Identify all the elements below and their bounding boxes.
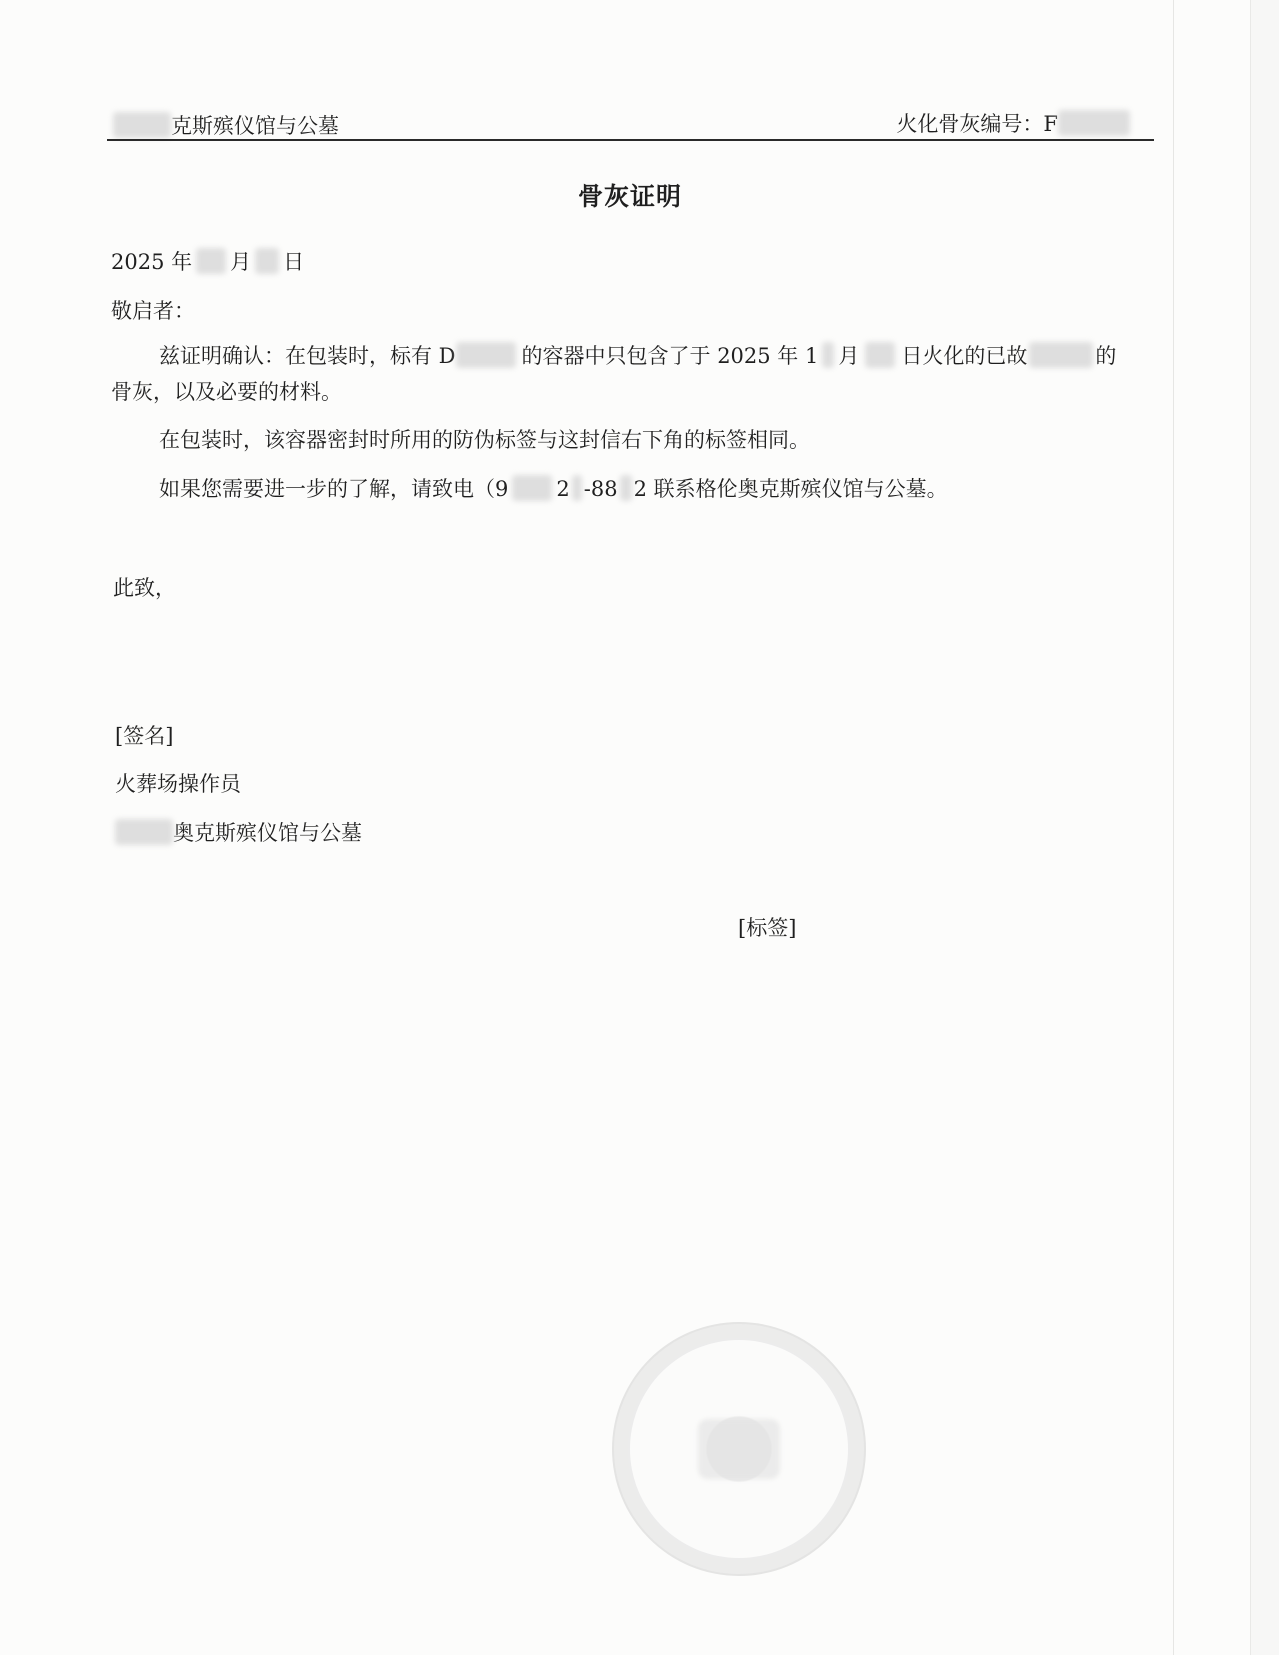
redacted-text: [113, 112, 171, 138]
signature-placeholder: [签名]: [115, 724, 174, 748]
redacted-text: [572, 475, 582, 501]
embossed-seal: [612, 1322, 866, 1576]
p1-text-d: 日火化的已故: [901, 344, 1028, 368]
date-year: 2025 年: [111, 250, 193, 274]
seal-center-emblem: [698, 1419, 780, 1479]
funeral-home-name: 克斯殡仪馆与公墓: [171, 114, 339, 138]
letter-date: [111, 246, 304, 276]
body-paragraph-2: 在包装时，该容器密封时所用的防伪标签与这封信右下角的标签相同。: [159, 428, 810, 452]
redacted-text: [512, 475, 552, 501]
cremation-number-label: 火化骨灰编号：: [896, 112, 1044, 136]
redacted-text: [196, 248, 226, 274]
background-strip: [1251, 0, 1279, 1655]
redacted-text: [1058, 110, 1130, 136]
p3-text-c: -88: [583, 477, 618, 501]
signer-organization: [115, 817, 362, 847]
date-day-label: 日: [283, 250, 305, 274]
redacted-text: [1029, 342, 1093, 368]
closing: 此致，: [113, 576, 176, 600]
cremation-number-value: F: [1043, 112, 1058, 136]
date-month-label: 月: [230, 250, 252, 274]
p1-text-b: 的容器中只包含了于 2025 年 1: [521, 344, 819, 368]
redacted-text: [456, 342, 516, 368]
redacted-text: [822, 342, 834, 368]
page-fold-line: [1173, 0, 1174, 1655]
redacted-text: [620, 475, 632, 501]
p1-text-c: 月: [838, 344, 860, 368]
p3-text-a: 如果您需要进一步的了解，请致电（9: [159, 477, 509, 501]
redacted-text: [865, 342, 895, 368]
body-paragraph-1-cont: 骨灰，以及必要的材料。: [111, 380, 342, 404]
document-title: 骨灰证明: [577, 182, 682, 211]
p1-text-a: 兹证明确认：在包装时，标有 D: [159, 344, 456, 368]
cremation-number: [896, 108, 1130, 138]
organization-name: 奥克斯殡仪馆与公墓: [173, 821, 362, 845]
body-paragraph-3: [159, 473, 948, 503]
funeral-home-header: [113, 110, 339, 140]
p3-text-b: 2: [556, 477, 570, 501]
body-paragraph-1: [159, 340, 1116, 370]
p1-text-e: 的: [1095, 344, 1117, 368]
header-rule: [107, 139, 1154, 141]
p3-text-d: 2 联系格伦奥克斯殡仪馆与公墓。: [633, 477, 948, 501]
signer-role: 火葬场操作员: [115, 772, 241, 796]
label-placeholder: [标签]: [738, 916, 797, 940]
redacted-text: [255, 248, 279, 274]
redacted-text: [115, 819, 173, 845]
salutation: 敬启者：: [111, 299, 195, 323]
